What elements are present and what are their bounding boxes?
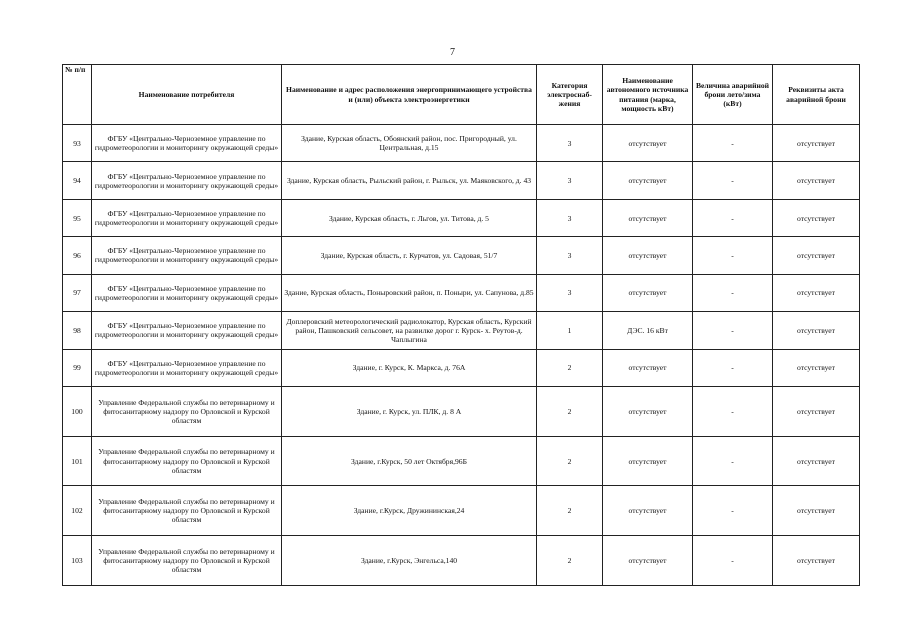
- header-reserve: Величина аварийной брони лето/зима (кВт): [693, 65, 773, 125]
- cell-consumer: ФГБУ «Центрально-Черноземное управление по гидрометеорологии и мониторингу окружающей среды»: [92, 125, 282, 162]
- header-consumer: Наименование потребителя: [92, 65, 282, 125]
- consumers-table: [62, 64, 860, 586]
- cell-category: 2: [537, 436, 603, 486]
- table-row: [63, 237, 860, 274]
- cell-num: 95: [63, 199, 92, 236]
- cell-act: отсутствует: [773, 162, 860, 199]
- cell-num: 101: [63, 436, 92, 486]
- cell-consumer: ФГБУ «Центрально-Черноземное управление по гидрометеорологии и мониторингу окружающей среды»: [92, 312, 282, 349]
- cell-source: ДЭС. 16 кВт: [603, 312, 693, 349]
- cell-source: отсутствует: [603, 486, 693, 536]
- cell-object: Здание, Курская область, г. Курчатов, ул. Садовая, 51/7: [282, 237, 537, 274]
- cell-act: отсутствует: [773, 312, 860, 349]
- header-num: № п/п: [63, 65, 92, 125]
- cell-source: отсутствует: [603, 536, 693, 586]
- cell-category: 2: [537, 386, 603, 436]
- table-header-row: [63, 65, 860, 125]
- cell-consumer: ФГБУ «Центрально-Черноземное управление по гидрометеорологии и мониторингу окружающей среды»: [92, 274, 282, 311]
- cell-category: 2: [537, 486, 603, 536]
- cell-consumer: Управление Федеральной службы по ветеринарному и фитосанитарному надзору по Орловской и Курской областям: [92, 386, 282, 436]
- cell-object: Здание, г.Курск, Энгельса,140: [282, 536, 537, 586]
- cell-source: отсутствует: [603, 199, 693, 236]
- cell-reserve: -: [693, 162, 773, 199]
- cell-object: Здание, Курская область, Поныровский район, п. Поныри, ул. Сапунова, д.85: [282, 274, 537, 311]
- cell-act: отсутствует: [773, 274, 860, 311]
- cell-source: отсутствует: [603, 436, 693, 486]
- cell-reserve: -: [693, 386, 773, 436]
- table-row: [63, 436, 860, 486]
- cell-reserve: -: [693, 312, 773, 349]
- cell-num: 99: [63, 349, 92, 386]
- table-row: [63, 274, 860, 311]
- cell-act: отсутствует: [773, 536, 860, 586]
- cell-act: отсутствует: [773, 436, 860, 486]
- cell-object: Доплеровский метеорологический радиолокатор, Курская область, Курский район, Пашковский сельсовет, на развилке дорог г. Курск- х. Реутов-д. Чаплыгина: [282, 312, 537, 349]
- cell-num: 94: [63, 162, 92, 199]
- cell-act: отсутствует: [773, 486, 860, 536]
- cell-act: отсутствует: [773, 386, 860, 436]
- cell-source: отсутствует: [603, 162, 693, 199]
- table-row: [63, 125, 860, 162]
- cell-consumer: ФГБУ «Центрально-Черноземное управление по гидрометеорологии и мониторингу окружающей среды»: [92, 237, 282, 274]
- cell-num: 100: [63, 386, 92, 436]
- table-row: [63, 312, 860, 349]
- cell-object: Здание, г. Курск, ул. ПЛК, д. 8 А: [282, 386, 537, 436]
- cell-object: Здание, Курская область, Обоянский район, пос. Пригородный, ул. Центральная, д.15: [282, 125, 537, 162]
- cell-num: 98: [63, 312, 92, 349]
- cell-object: Здание, Курская область, г. Льгов, ул. Титова, д. 5: [282, 199, 537, 236]
- cell-reserve: -: [693, 486, 773, 536]
- cell-consumer: Управление Федеральной службы по ветеринарному и фитосанитарному надзору по Орловской и Курской областям: [92, 436, 282, 486]
- cell-category: 3: [537, 274, 603, 311]
- cell-reserve: -: [693, 436, 773, 486]
- cell-object: Здание, г.Курск, 50 лет Октября,96Б: [282, 436, 537, 486]
- cell-num: 93: [63, 125, 92, 162]
- cell-object: Здание, г. Курск, К. Маркса, д. 76А: [282, 349, 537, 386]
- cell-category: 3: [537, 162, 603, 199]
- cell-object: Здание, г.Курск, Дружининская,24: [282, 486, 537, 536]
- cell-reserve: -: [693, 237, 773, 274]
- cell-act: отсутствует: [773, 349, 860, 386]
- cell-consumer: ФГБУ «Центрально-Черноземное управление по гидрометеорологии и мониторингу окружающей среды»: [92, 162, 282, 199]
- cell-source: отсутствует: [603, 349, 693, 386]
- table-row: [63, 536, 860, 586]
- cell-reserve: -: [693, 125, 773, 162]
- cell-category: 2: [537, 349, 603, 386]
- cell-num: 103: [63, 536, 92, 586]
- cell-consumer: ФГБУ «Центрально-Черноземное управление по гидрометеорологии и мониторингу окружающей среды»: [92, 199, 282, 236]
- header-act: Реквизиты акта аварийной брони: [773, 65, 860, 125]
- cell-num: 97: [63, 274, 92, 311]
- table-row: [63, 162, 860, 199]
- header-source: Наименование автономного источника питания (марка, мощность кВт): [603, 65, 693, 125]
- table-row: [63, 199, 860, 236]
- cell-consumer: Управление Федеральной службы по ветеринарному и фитосанитарному надзору по Орловской и Курской областям: [92, 486, 282, 536]
- cell-act: отсутствует: [773, 199, 860, 236]
- cell-num: 102: [63, 486, 92, 536]
- header-object: Наименование и адрес расположения энергопринимающего устройства и (или) объекта электроэнергетики: [282, 65, 537, 125]
- cell-reserve: -: [693, 349, 773, 386]
- cell-num: 96: [63, 237, 92, 274]
- cell-source: отсутствует: [603, 237, 693, 274]
- cell-reserve: -: [693, 536, 773, 586]
- table-row: [63, 486, 860, 536]
- cell-act: отсутствует: [773, 237, 860, 274]
- cell-reserve: -: [693, 274, 773, 311]
- cell-category: 3: [537, 125, 603, 162]
- page-number: 7: [450, 47, 455, 58]
- cell-source: отсутствует: [603, 386, 693, 436]
- table-row: [63, 349, 860, 386]
- cell-category: 3: [537, 199, 603, 236]
- header-category: Категория электроснаб- жения: [537, 65, 603, 125]
- cell-source: отсутствует: [603, 274, 693, 311]
- cell-category: 3: [537, 237, 603, 274]
- cell-object: Здание, Курская область, Рыльский район, г. Рыльск, ул. Маяковского, д. 43: [282, 162, 537, 199]
- cell-consumer: Управление Федеральной службы по ветеринарному и фитосанитарному надзору по Орловской и Курской областям: [92, 536, 282, 586]
- table-row: [63, 386, 860, 436]
- cell-consumer: ФГБУ «Центрально-Черноземное управление по гидрометеорологии и мониторингу окружающей среды»: [92, 349, 282, 386]
- cell-act: отсутствует: [773, 125, 860, 162]
- cell-source: отсутствует: [603, 125, 693, 162]
- cell-reserve: -: [693, 199, 773, 236]
- cell-category: 1: [537, 312, 603, 349]
- cell-category: 2: [537, 536, 603, 586]
